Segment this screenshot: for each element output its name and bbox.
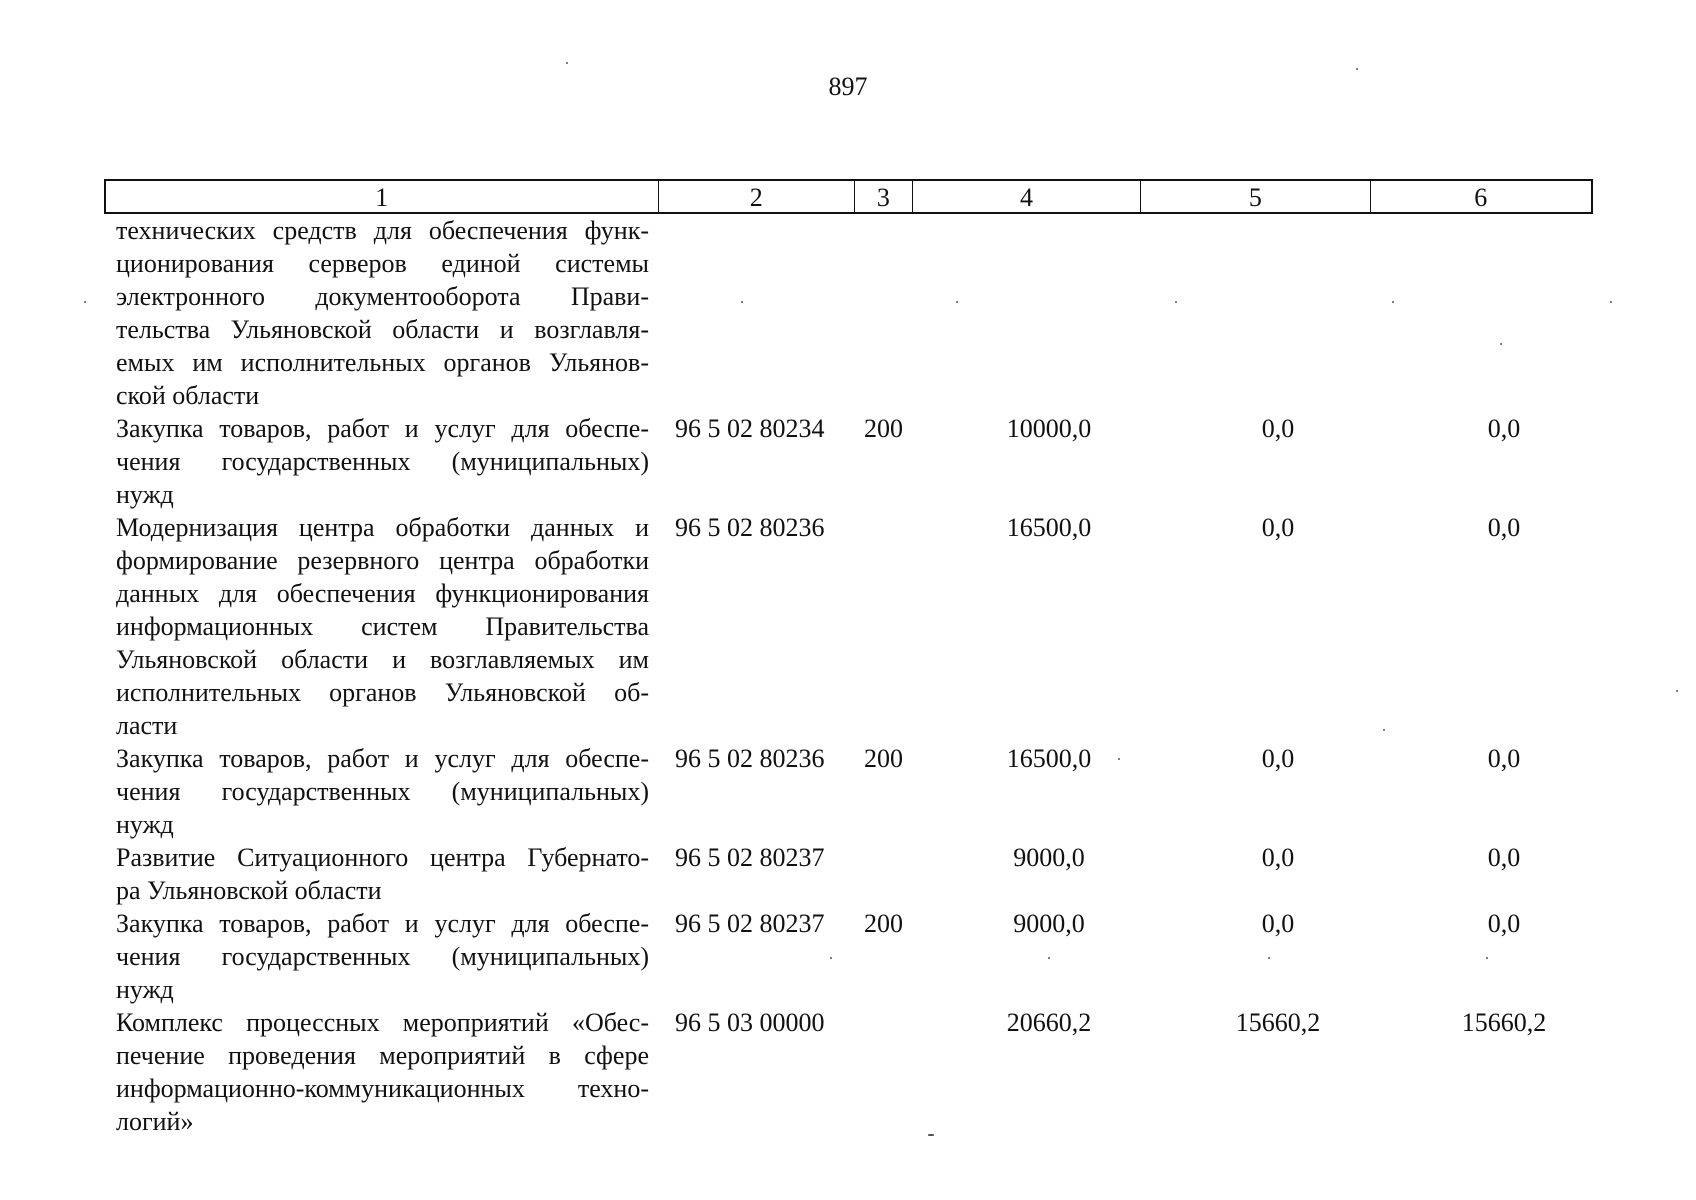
scan-speck (566, 62, 568, 64)
scan-speck (1048, 957, 1050, 959)
row-value-5: 15660,2 (1235, 1008, 1321, 1037)
row-name (116, 511, 649, 742)
table-header (104, 179, 1593, 214)
scan-speck (1486, 957, 1488, 959)
header-col-2: 2 (659, 181, 855, 212)
table-row (116, 742, 1596, 841)
row-value-6: 0,0 (1487, 744, 1521, 773)
scan-speck (1175, 301, 1177, 303)
table-row (116, 412, 1596, 511)
scan-speck (1383, 729, 1385, 731)
scan-speck (1610, 301, 1612, 303)
table-body (116, 214, 1596, 1138)
row-value-5: 0,0 (1261, 843, 1295, 872)
row-name-line: тельства Ульяновской области и возглавля- (116, 315, 649, 344)
row-name-line: технических средств для обеспечения функ- (116, 216, 649, 245)
table-row (116, 214, 1596, 412)
row-value-6: 0,0 (1487, 909, 1521, 938)
row-name-line: Ульяновской области и возглавляемых им (116, 645, 649, 674)
row-name-line: Закупка товаров, работ и услуг для обеспе- (116, 909, 649, 938)
row-name-line: чения государственных (муниципальных) (116, 942, 649, 971)
header-col-3: 3 (855, 181, 913, 212)
row-value-4: 10000,0 (1006, 414, 1092, 443)
scan-speck (1500, 343, 1502, 345)
row-code: 96 5 02 80237 (675, 909, 825, 938)
row-name-line: ра Ульяновской области (116, 876, 382, 905)
row-value-5: 0,0 (1261, 414, 1295, 443)
scan-speck (1118, 758, 1120, 760)
scan-speck (956, 301, 958, 303)
scan-speck (84, 301, 86, 303)
row-name (116, 412, 649, 511)
scan-speck (928, 1134, 934, 1136)
row-name-line: исполнительных органов Ульяновской об- (116, 678, 649, 707)
row-name (116, 214, 649, 412)
row-value-4: 16500,0 (1006, 744, 1092, 773)
table-row (116, 1006, 1596, 1138)
row-value-4: 9000,0 (1013, 909, 1085, 938)
row-name-line: информационно-коммуникационных техно- (116, 1074, 649, 1103)
header-col-5: 5 (1141, 181, 1370, 212)
row-kvr: 200 (864, 744, 903, 773)
row-code: 96 5 02 80236 (675, 744, 825, 773)
header-col-1: 1 (106, 181, 659, 212)
row-name-line: Модернизация центра обработки данных и (116, 513, 649, 542)
row-value-6: 0,0 (1487, 843, 1521, 872)
row-name-line: ционирования серверов единой системы (116, 249, 649, 278)
table-row (116, 511, 1596, 742)
row-name-line: Закупка товаров, работ и услуг для обеспе- (116, 414, 649, 443)
row-value-5: 0,0 (1261, 513, 1295, 542)
row-name-line: емых им исполнительных органов Ульянов- (116, 348, 649, 377)
table-row (116, 841, 1596, 907)
page-number: 897 (828, 72, 868, 101)
row-name-line: нужд (116, 975, 174, 1004)
header-col-4: 4 (913, 181, 1141, 212)
row-name-line: печение проведения мероприятий в сфере (116, 1041, 649, 1070)
row-value-6: 0,0 (1487, 513, 1521, 542)
row-value-4: 20660,2 (1006, 1008, 1092, 1037)
row-value-5: 0,0 (1261, 909, 1295, 938)
row-name-line: электронного документооборота Прави- (116, 282, 649, 311)
scan-speck (1356, 68, 1358, 70)
row-name (116, 742, 649, 841)
row-code: 96 5 02 80237 (675, 843, 825, 872)
row-name-line: нужд (116, 810, 174, 839)
row-name-line: информационных систем Правительства (116, 612, 649, 641)
scan-speck (1676, 690, 1678, 692)
row-name (116, 841, 649, 907)
row-name-line: формирование резервного центра обработки (116, 546, 649, 575)
row-value-6: 15660,2 (1461, 1008, 1547, 1037)
header-col-6: 6 (1474, 183, 1488, 212)
row-value-6: 0,0 (1487, 414, 1521, 443)
row-name-line: ской области (116, 381, 260, 410)
row-name-line: данных для обеспечения функционирования (116, 579, 649, 608)
row-name-line: Закупка товаров, работ и услуг для обеспе- (116, 744, 649, 773)
row-name-line: Развитие Ситуационного центра Губернато- (116, 843, 649, 872)
scan-speck (741, 301, 743, 303)
row-value-4: 9000,0 (1013, 843, 1085, 872)
scan-speck (1392, 301, 1394, 303)
row-code: 96 5 02 80236 (675, 513, 825, 542)
scan-speck (1268, 957, 1270, 959)
row-name (116, 907, 649, 1006)
row-value-5: 0,0 (1261, 744, 1295, 773)
row-kvr: 200 (864, 909, 903, 938)
row-code: 96 5 02 80234 (675, 414, 825, 443)
row-kvr: 200 (864, 414, 903, 443)
row-name-line: нужд (116, 480, 174, 509)
row-code: 96 5 03 00000 (675, 1008, 825, 1037)
scan-speck (830, 957, 832, 959)
row-name-line: логий» (116, 1107, 194, 1136)
row-name-line: Комплекс процессных мероприятий «Обес- (116, 1008, 649, 1037)
row-value-4: 16500,0 (1006, 513, 1092, 542)
row-name-line: чения государственных (муниципальных) (116, 777, 649, 806)
row-name-line: чения государственных (муниципальных) (116, 447, 649, 476)
row-name-line: ласти (116, 711, 178, 740)
table-row (116, 907, 1596, 1006)
row-name (116, 1006, 649, 1138)
